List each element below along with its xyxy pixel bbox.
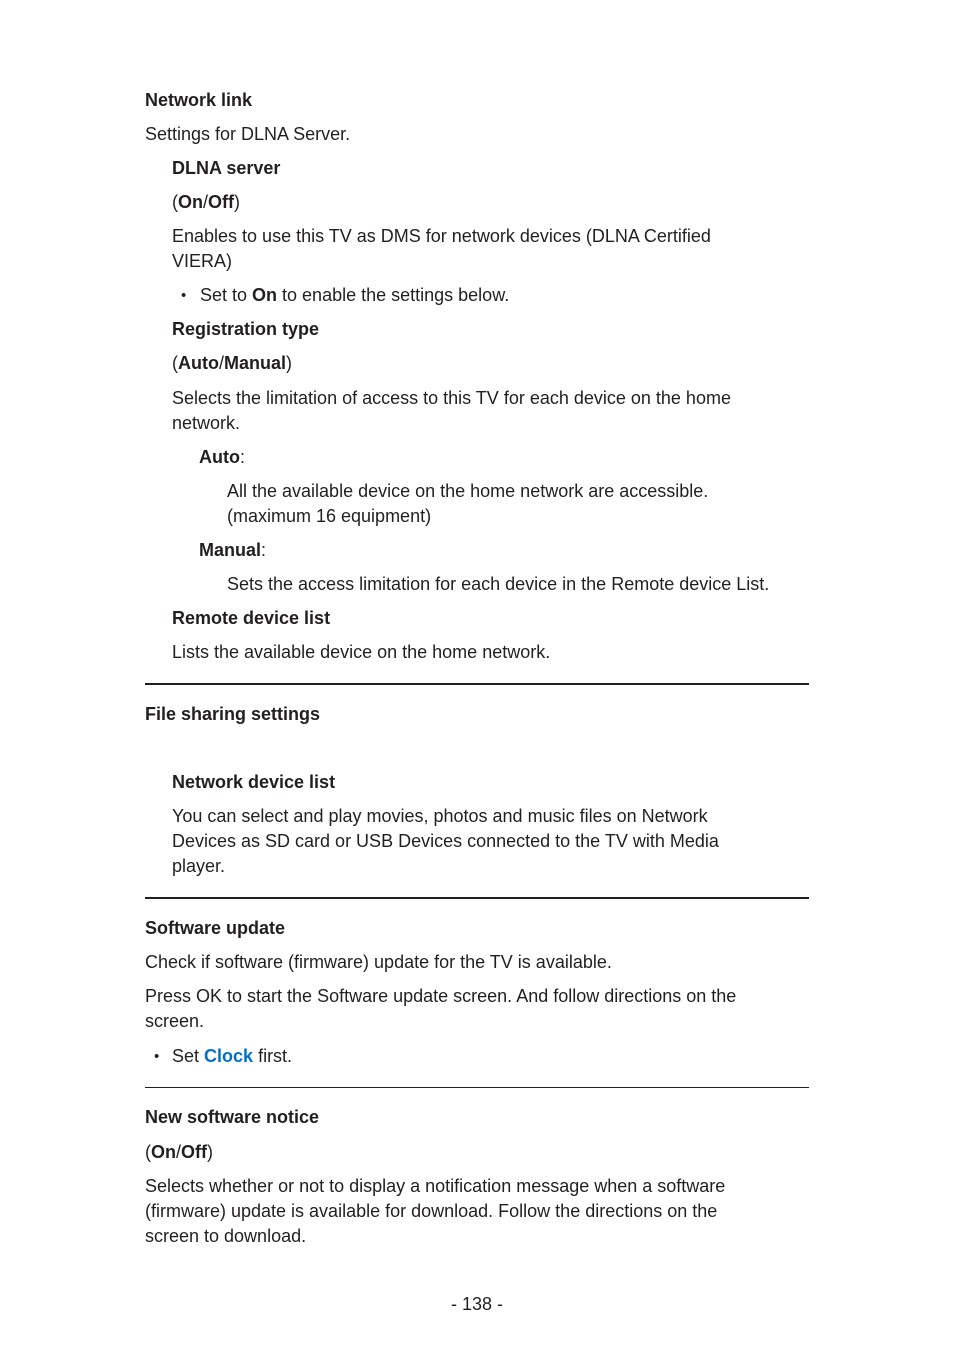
bullet-icon: • bbox=[181, 287, 187, 304]
option-on: On bbox=[178, 192, 203, 212]
option-off: Off bbox=[181, 1142, 208, 1162]
page-number: - 138 - bbox=[450, 1294, 504, 1314]
software-update-description-line1: Check if software (firmware) update for the TV is available. bbox=[145, 952, 612, 972]
manual-label bbox=[199, 538, 266, 563]
remote-device-list-heading: Remote device list bbox=[172, 608, 331, 628]
dlna-server-description-line2: VIERA) bbox=[172, 251, 233, 271]
new-software-notice-description-line1: Selects whether or not to display a notification message when a software bbox=[145, 1176, 726, 1196]
section-divider bbox=[145, 1087, 809, 1088]
clock-link[interactable]: Clock bbox=[204, 1046, 254, 1066]
paren-open: ( bbox=[145, 1142, 151, 1162]
paren-open: ( bbox=[172, 353, 178, 373]
auto-description-line2: (maximum 16 equipment) bbox=[227, 506, 432, 526]
paren-close: ) bbox=[286, 353, 293, 373]
auto-description-line1: All the available device on the home network are accessible. bbox=[227, 481, 709, 501]
new-software-notice-heading: New software notice bbox=[145, 1107, 320, 1127]
registration-type-description-line1: Selects the limitation of access to this TV for each device on the home bbox=[172, 388, 731, 408]
slash: / bbox=[176, 1142, 182, 1162]
slash: / bbox=[218, 353, 224, 373]
note-prefix: Set to bbox=[200, 285, 253, 305]
auto-label-text: Auto bbox=[199, 447, 240, 467]
file-sharing-heading: File sharing settings bbox=[145, 704, 321, 724]
option-on: On bbox=[151, 1142, 176, 1162]
network-link-heading: Network link bbox=[145, 90, 253, 110]
new-software-notice-description-line2: (firmware) update is available for download. Follow the directions on the bbox=[145, 1201, 718, 1221]
software-update-heading: Software update bbox=[145, 918, 286, 938]
dlna-server-description-line1: Enables to use this TV as DMS for network devices (DLNA Certified bbox=[172, 226, 711, 246]
software-update-description-line3: screen. bbox=[145, 1011, 205, 1031]
note-suffix: first. bbox=[253, 1046, 293, 1066]
network-device-list-description-line1: You can select and play movies, photos and music files on Network bbox=[172, 806, 708, 826]
bullet-icon: • bbox=[154, 1048, 160, 1065]
remote-device-list-description: Lists the available device on the home network. bbox=[172, 642, 551, 662]
section-divider bbox=[145, 683, 809, 685]
manual-label-text: Manual bbox=[199, 540, 262, 560]
option-off: Off bbox=[208, 192, 235, 212]
registration-type-heading: Registration type bbox=[172, 319, 320, 339]
software-update-description-line2: Press OK to start the Software update screen. And follow directions on the bbox=[145, 986, 737, 1006]
network-device-list-description-line2: Devices as SD card or USB Devices connected to the TV with Media bbox=[172, 831, 719, 851]
network-link-description: Settings for DLNA Server. bbox=[145, 124, 351, 144]
new-software-notice-description-line3: screen to download. bbox=[145, 1226, 307, 1246]
network-device-list-description-line3: player. bbox=[172, 856, 226, 876]
note-prefix: Set bbox=[172, 1046, 205, 1066]
section-divider bbox=[145, 897, 809, 899]
option-manual: Manual bbox=[224, 353, 287, 373]
dlna-server-note bbox=[200, 283, 509, 308]
manual-description: Sets the access limitation for each device in the Remote device List. bbox=[227, 574, 770, 594]
paren-close: ) bbox=[207, 1142, 214, 1162]
new-software-notice-options bbox=[145, 1140, 213, 1165]
registration-type-options bbox=[172, 351, 292, 376]
auto-colon: : bbox=[239, 447, 245, 467]
slash: / bbox=[203, 192, 209, 212]
dlna-server-heading: DLNA server bbox=[172, 158, 281, 178]
auto-label bbox=[199, 445, 245, 470]
software-update-note bbox=[172, 1044, 292, 1069]
manual-colon: : bbox=[261, 540, 267, 560]
dlna-server-options bbox=[172, 190, 240, 215]
option-auto: Auto bbox=[178, 353, 219, 373]
network-device-list-heading: Network device list bbox=[172, 772, 336, 792]
registration-type-description-line2: network. bbox=[172, 413, 241, 433]
note-bold: On bbox=[252, 285, 278, 305]
paren-close: ) bbox=[234, 192, 241, 212]
note-suffix: to enable the settings below. bbox=[277, 285, 510, 305]
paren-open: ( bbox=[172, 192, 178, 212]
